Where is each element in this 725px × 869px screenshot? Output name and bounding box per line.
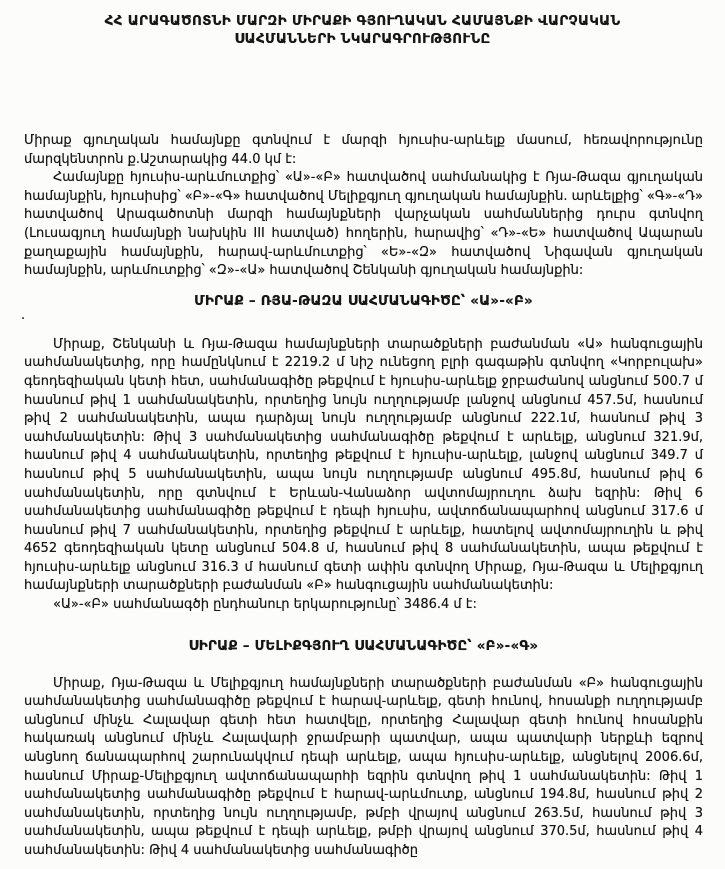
section-heading-mirak-rya-taza: ՄԻՐԱՔ – ՌՅԱ-ԹԱԶԱ ՍԱՀՄԱՆԱԳԻԾԸ՝ «Ա»-«Բ» — [194, 292, 533, 309]
section-2-border-description: Միրաք, Ռյա-Թազա և Մելիքգյուղ համայնքների տարածքների բաժանման «Բ» հանգուցային սահմանակետից սահմանագիծը թեքվում է հարավ-արևելք, գետի հունով, հոսանքի ուղղությամբ անցնում մինչև Հալավար գետի հետ հատվելը, որտեղից Հալավար գետի հունով հոսանքին հակառակ անցնում մինչև Հալավարի ջրամբարի պատվար, ապա պատվարի ներքևի եզրով անցնող ճանապարհով շարունակվում դեպի արևելք, ապա հյուսիս-արևելք, անցնելով 2006.6մ, հասնում Միրաք-Մելիքգյուղ ավտոճանապարհի եզրին գտնվող թիվ 1 սահմանակետին: Թիվ 1 սահմանակետից սահմանագիծը թեքվում է հարավ-արևմուտք, անցնում 194.8մ, հասնում թիվ 2 սահմանակետին, որտեղից նույն ուղղությամբ, թմբի վրայով անցնում 263.5մ, հասնում թիվ 3 սահմանակետին, ապա թեքվում է դեպի արևելք, թմբի վրայով անցնում 370.5մ, հասնում թիվ 4 սահմանակետին: Թիվ 4 սահմանակետից սահմանագիծը — [24, 675, 703, 858]
document-title-line-1: ՀՀ ԱՐԱԳԱԾՈՏՆԻ ՄԱՐԶԻ ՄԻՐԱՔԻ ԳՅՈՒՂԱԿԱՆ ՀԱՄԱՅՆՔԻ ՎԱՐՉԱԿԱՆ — [104, 13, 621, 29]
intro-paragraph-borders-overview: Համայնքը հյուսիս-արևմուտքից՝ «Ա»-«Բ» հատվածով սահմանակից է Ռյա-Թազա գյուղական համայնքին, հյուսիսից՝ «Բ»-«Գ» հատվածով Մելիքգյուղ գյուղական համայնքին. արևելքից՝ «Գ»-«Դ» հատվածով Արագածոտնի մարզի համայնքների վարչական սահմաններից դուրս գտնվող (Լուսագյուղ համայնքի նախկին III հատված) հողերին, հարավից՝ «Դ»-«Ե» հատվածով Ապարան քաղաքային համայնքին, հարավ-արևմուտքից՝ «Ե»-«Զ» հատվածով Նիգավան գյուղական համայնքին, արևմուտքից՝ «Զ»-«Ա» հատվածով Շենկանի գյուղական համայնքին: — [24, 170, 703, 279]
section-heading-mirak-melikgyugh: ՍԻՐԱՔ – ՄԵԼԻՔԳՅՈՒՂ ՍԱՀՄԱՆԱԳԻԾԸ՝ «Բ»-«Գ» — [188, 637, 539, 654]
section-1-total-length: «Ա»-«Բ» սահմանագծի ընդհանուր երկարությունը՝ 3486.4 մ է: — [53, 597, 477, 613]
document-title — [0, 13, 725, 48]
intro-paragraph-location: Միրաք գյուղական համայնքը գտնվում է մարզի հյուսիս-արևելք մասում, հեռավորությունը մարզկենտրոն ք.Աշտարակից 44.0 կմ է: — [24, 133, 703, 167]
stray-dot-mark: . — [21, 308, 26, 323]
section-1-border-description: Միրաք, Շենկանի և Ռյա-Թազա համայնքների տարածքների բաժանման «Ա» հանգուցային սահմանակետից, որը համընկնում է 2219.2 մ նիշ ունեցող բլրի գագաթին գտնվող «Կորբուլախ» գեոդեզիական կետի հետ, սահմանագիծը թեքվում է հյուսիս-արևելք ջրբաժանով անցնում 500.7 մ հասնում թիվ 1 սահմանակետին, որտեղից նույն ուղղությամբ լանջով անցնում 457.5մ, հասնում թիվ 2 սահմանակետին, ապա դարձյալ նույն ուղղությամբ անցնում 222.1մ, հասնում թիվ 3 սահմանակետին: Թիվ 3 սահմանակետից սահմանագիծը թեքվում է արևելք, անցնում 321.9մ, հասնում թիվ 4 սահմանակետին, որտեղից թեքվում է հյուսիս-արևելք, լանջով անցնում 349.7 մ հասնում թիվ 5 սահմանակետին, ապա նույն ուղղությամբ անցնում 495.8մ, հասնում թիվ 6 սահմանակետին, որը գտնվում է Երևան-Վանաձոր ավտոմայրուղու ձախ եզրին: Թիվ 6 սահմանակետից սահմանագիծը թեքվում է դեպի հյուսիս, ավտոճանապարհով անցնում 317.6 մ հասնում թիվ 7 սահմանակետին, որտեղից թեքվում է արևելք, հատելով ավտոմայրուղին և թիվ 4652 գեոդեզիական կետը անցնում 504.8 մ, հասնում թիվ 8 սահմանակետին, ապա թեքվում է հյուսիս-արևելք անցնում 316.3 մ հասնում գետի ափին գտնվող Միրաք, Ռյա-Թազա և Մելիքգյուղ համայնքների տարածքների բաժանման «Բ» հանգուցային սահմանակետին: — [24, 336, 703, 594]
document-title-line-2: ՍԱՀՄԱՆՆԵՐԻ ՆԿԱՐԱԳՐՈՒԹՅՈՒՆԸ — [234, 30, 491, 47]
document-body — [24, 132, 703, 861]
